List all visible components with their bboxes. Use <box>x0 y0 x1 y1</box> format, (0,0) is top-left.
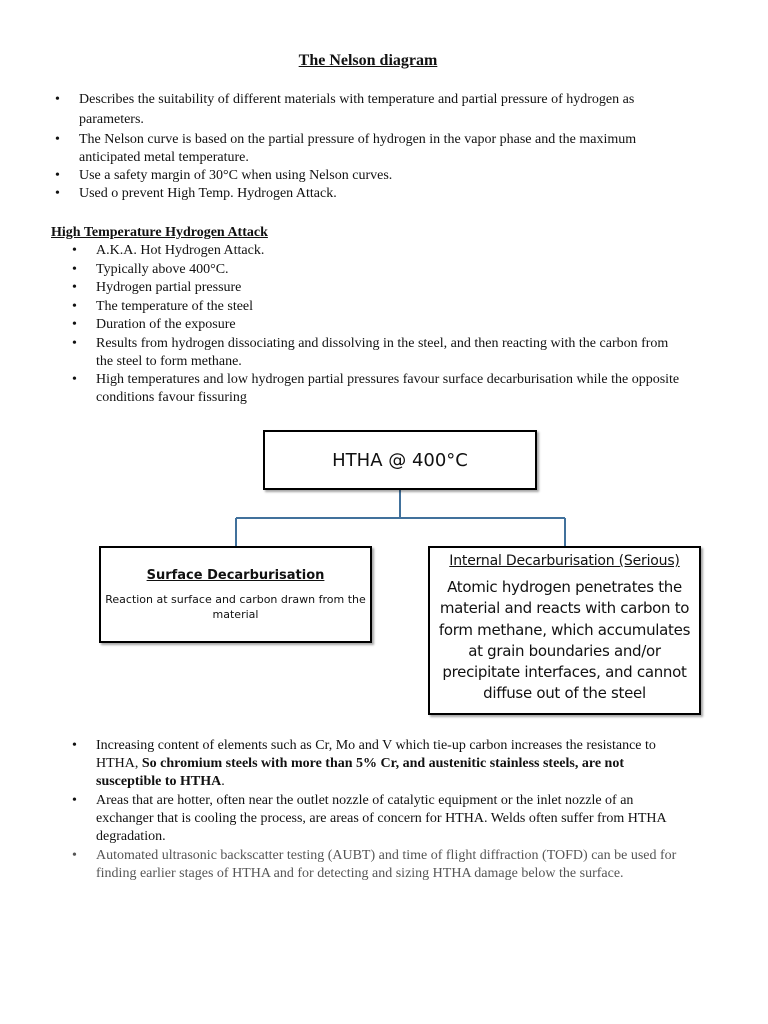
htha-root-box <box>263 430 537 490</box>
list-item <box>96 737 686 791</box>
internal-decarburisation-box <box>428 546 701 715</box>
surface-decarburisation-box <box>99 546 372 643</box>
list-item: • The temperature of the steel <box>96 298 686 317</box>
list-item: • A.K.A. Hot Hydrogen Attack. <box>96 242 686 261</box>
section-heading: High Temperature Hydrogen Attack <box>51 225 268 240</box>
list-item: • Use a safety margin of 30°C when using Nelson curves. <box>79 167 699 185</box>
list-item: • Duration of the exposure <box>96 316 686 335</box>
list-item: • Results from hydrogen dissociating and dissolving in the steel, and then reacting with the carbon from the steel to form methane. <box>96 335 686 371</box>
internal-decarburisation-body: Atomic hydrogen penetrates the material and reacts with carbon to form methane, which accumulates at grain boundaries and/or precipitate interfaces, and cannot diffuse out of the steel <box>438 578 691 703</box>
connector-lines <box>236 490 565 546</box>
list-item: • The Nelson curve is based on the partial pressure of hydrogen in the vapor phase and the maximum anticipated metal temperature. <box>79 131 699 167</box>
list-item: • Typically above 400°C. <box>96 261 686 280</box>
list-item-bold-text: So chromium steels with more than 5% Cr, and austenitic stainless steels, are not susceptible to HTHA <box>96 756 624 789</box>
list-item-text: Increasing content of elements such as Cr, Mo and V which tie-up carbon increases the resistance to HTHA, <box>96 738 656 771</box>
internal-decarburisation-title: Internal Decarburisation (Serious) <box>449 553 680 569</box>
list-item-end: . <box>221 774 225 789</box>
htha-root-label: HTHA @ 400°C <box>332 449 468 471</box>
surface-decarburisation-body: Reaction at surface and carbon drawn from the material <box>105 593 366 621</box>
bottom-bullet-list <box>96 737 686 884</box>
list-item: • Describes the suitability of different materials with temperature and partial pressure of hydrogen as parameters. <box>79 90 699 130</box>
list-item: • Automated ultrasonic backscatter testing (AUBT) and time of flight diffraction (TOFD) can be used for finding earlier stages of HTHA and for detecting and sizing HTHA damage below the surface. <box>96 847 686 883</box>
list-item: • Hydrogen partial pressure <box>96 279 686 298</box>
list-item: • Areas that are hotter, often near the outlet nozzle of catalytic equipment or the inlet nozzle of an exchanger that is cooling the process, are areas of concern for HTHA. Welds often suffer from HTHA degradation. <box>96 792 686 846</box>
list-item: • High temperatures and low hydrogen partial pressures favour surface decarburisation while the opposite conditions favour fissuring <box>96 371 686 407</box>
surface-decarburisation-title: Surface Decarburisation <box>146 568 325 583</box>
list-item: • Used o prevent High Temp. Hydrogen Attack. <box>79 185 699 203</box>
page-title: The Nelson diagram <box>298 52 438 69</box>
